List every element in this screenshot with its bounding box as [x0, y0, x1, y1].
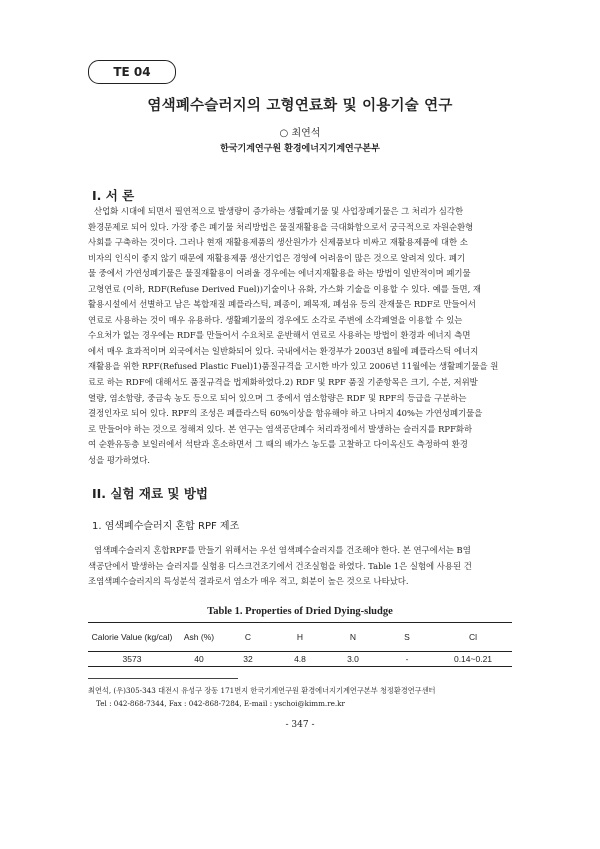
body-line: 사회를 구축하는 것이다. 그러나 현재 재활용제품의 생산원가가 신제품보다 비싸고 재활용제품에 대한 소	[88, 237, 468, 248]
body-line: 성을 평가하였다.	[88, 454, 150, 465]
body-line: 여 순환유동층 보일러에서 석탄과 혼소하면서 그 때의 배가스 농도를 고찰하고 다이옥신도 측정하여 환경	[88, 439, 468, 450]
body-line: 활용시설에서 선별하고 남은 복합재질 폐플라스틱, 폐종이, 폐목재, 폐섬유 등의 잔재물은 RDF로 만들어서	[88, 299, 476, 310]
footnote-divider	[88, 678, 238, 679]
table-header-cell: Ash (%)	[183, 632, 215, 642]
table-header-row	[88, 623, 512, 652]
body-line: 에서 매우 효과적이며 외국에서는 일반화되어 있다. 국내에서는 환경부가 2003년 8월에 폐플라스틱 에너지	[88, 345, 479, 356]
table-cell: -	[405, 654, 409, 664]
table-header-cell: S	[404, 632, 410, 642]
table-cell: 4.8	[294, 654, 306, 664]
properties-table	[88, 622, 512, 667]
section1-heading: I. 서 론	[92, 188, 135, 203]
table-cell: 3.0	[347, 654, 359, 664]
table-cell: 40	[194, 654, 204, 664]
table-header-cell: N	[349, 632, 357, 642]
body-line: 수요처가 없는 경우에는 RDF를 만들어서 수요처로 운반해서 연료로 사용하는 방법이 환경과 에너지 측면	[88, 330, 471, 341]
table-cell: 0.14~0.21	[453, 654, 493, 664]
body-line: 재활용을 위한 RPF(Refused Plastic Fuel)1)품질규격을 고시한 바가 있고 2006년 11월에는 생활폐기물을 원	[88, 361, 499, 372]
table-header-cell: H	[296, 632, 304, 642]
body-line: 비자의 인식이 좋지 않기 때문에 재활용제품 생산기업은 경영에 어려움이 많은 것으로 알려져 있다. 폐기	[88, 252, 466, 263]
body-line: 환경문제로 되어 있다. 가장 좋은 폐기물 처리방법은 물질재활용을 극대화함으로서 궁극적으로 자원순환형	[88, 221, 474, 232]
paper-title: 염색폐수슬러지의 고형연료화 및 이용기술 연구	[147, 98, 453, 114]
body-line: 고형연료 (이하, RDF(Refuse Derived Fuel))기술이나 유화, 가스화 기술을 이용할 수 있다. 예를 들면, 재	[88, 283, 482, 294]
body-line: 산업화 시대에 되면서 필연적으로 발생량이 증가하는 생활폐기물 및 사업장폐기물은 그 처리가 심각한	[94, 206, 464, 216]
table-header-cell: C	[244, 632, 252, 642]
section2-subheading: 1. 염색폐수슬러지 혼합 RPF 제조	[92, 521, 240, 532]
body-line: 로 만들어야 하는 것으로 정해져 있다. 본 연구는 염색공단폐수 처리과정에서 발생하는 슬러지를 RPF화하	[88, 423, 473, 434]
body-line: 조염색폐수슬러지의 특성분석 결과로서 염소가 매우 적고, 회분이 높은 것으로 나타났다.	[88, 576, 409, 587]
body-line: 색공단에서 발생하는 슬러지를 실험용 디스크건조기에서 건조실험을 하였다. Table 1은 실험에 사용된 건	[88, 560, 472, 571]
page-number: - 347 -	[285, 720, 315, 730]
table-title: Table 1. Properties of Dried Dying-sludge	[207, 606, 393, 617]
body-line: 물 중에서 가연성폐기물은 물질재활용이 어려울 경우에는 에너지재활용을 하는 방법이 일반적이며 폐기물	[88, 268, 471, 279]
section2-heading: II. 실험 재료 및 방법	[92, 486, 208, 501]
section2-body	[88, 543, 512, 590]
body-line: 연료로 사용하는 것이 매우 유용하다. 생활폐기물의 경우에도 소각로 주변에 소각폐열을 이용할 수 있는	[88, 314, 463, 325]
table-row	[88, 652, 512, 667]
affiliation: 한국기계연구원 환경에너지기계연구본부	[220, 144, 380, 154]
body-line: 염색폐수슬러지 혼합RPF를 만들기 위해서는 우선 염색폐수슬러지를 건조해야 한다. 본 연구에서는 B염	[94, 545, 471, 555]
body-line: 열량, 염소함량, 중금속 농도 등으로 되어 있으며 그 중에서 염소함량은 RDF 및 RPF의 등급을 구분하는	[88, 392, 467, 403]
body-line: 료로 하는 RDF에 대해서도 품질규격을 법제화하였다.2) RDF 및 RPF 품질 기준항목은 크기, 수분, 저위발	[88, 377, 478, 388]
body-line: 결정인자로 되어 있다. RPF의 조성은 폐플라스틱 60%이상을 함유해야 하고 나머지 40%는 가연성폐기물을	[88, 408, 483, 419]
table-cell: 3573	[122, 654, 142, 664]
section1-body	[88, 204, 512, 468]
session-tag: TE 04	[88, 60, 176, 84]
table-cell: 32	[243, 654, 253, 664]
footnote-contact: Tel : 042-868-7344, Fax : 042-868-7284, E-mail : yschoi@kimm.re.kr	[96, 699, 345, 708]
table-header-cell: Cl	[468, 632, 478, 642]
footnote	[88, 684, 528, 710]
footnote-address: 최연석, (우)305-343 대전시 유성구 장동 171번지 한국기계연구원 환경에너지기계연구본부 청정환경연구센터	[88, 686, 436, 695]
table-header-cell: Calorie Value (kg/cal)	[91, 632, 173, 642]
author: ○ 최연석	[279, 128, 321, 139]
